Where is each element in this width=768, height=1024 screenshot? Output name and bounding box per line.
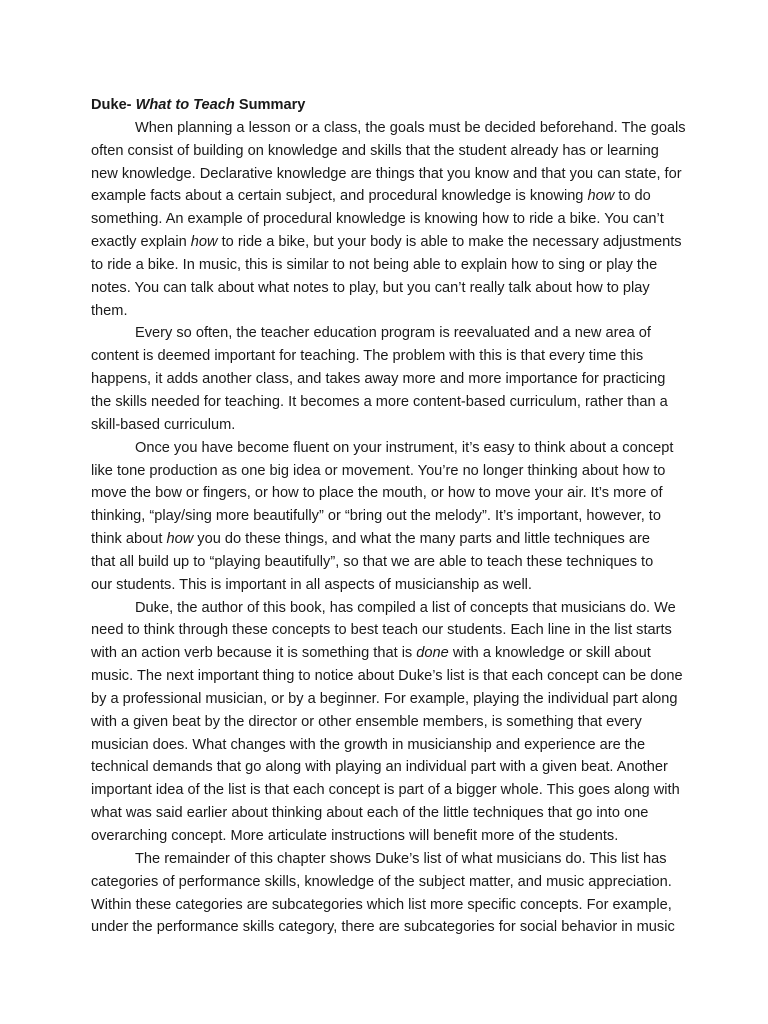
text-line xyxy=(91,322,685,345)
text-line xyxy=(91,437,685,460)
text-line xyxy=(91,460,685,483)
text-line xyxy=(91,140,685,163)
text-line xyxy=(91,345,685,368)
text-segment: think about xyxy=(91,531,167,548)
text-segment: our students. This is important in all aspects of musicianship as well. xyxy=(91,576,532,593)
text-segment: Every so often, the teacher education program is reevaluated and a new area of xyxy=(135,325,651,342)
text-line xyxy=(91,163,685,186)
text-segment: with a given beat by the director or other ensemble members, is something that every xyxy=(91,713,642,730)
text-segment: like tone production as one big idea or movement. You’re no longer thinking about how to xyxy=(91,462,666,479)
text-segment: something. An example of procedural knowledge is knowing how to ride a bike. You can’t xyxy=(91,211,664,228)
title-italic: What to Teach xyxy=(135,97,235,113)
text-line xyxy=(91,528,685,551)
text-segment: happens, it adds another class, and takes away more and more importance for practicing xyxy=(91,371,666,388)
text-line xyxy=(91,414,685,437)
text-segment: need to think through these concepts to best teach our students. Each line in the list starts xyxy=(91,622,672,639)
paragraph-5 xyxy=(91,848,685,939)
text-segment: The remainder of this chapter shows Duke’s list of what musicians do. This list has xyxy=(135,850,667,867)
text-line xyxy=(91,368,685,391)
text-line xyxy=(91,505,685,528)
text-segment: move the bow or fingers, or how to place the mouth, or how to move your air. It’s more of xyxy=(91,485,663,502)
text-line xyxy=(91,231,685,254)
text-line xyxy=(91,300,685,323)
text-line xyxy=(91,916,685,939)
title-prefix: Duke- xyxy=(91,97,136,113)
text-segment: Duke, the author of this book, has compiled a list of concepts that musicians do. We xyxy=(135,599,676,616)
text-segment: skill-based curriculum. xyxy=(91,416,236,433)
text-line xyxy=(91,117,685,140)
text-line xyxy=(91,619,685,642)
text-line xyxy=(91,208,685,231)
text-line xyxy=(91,574,685,597)
text-segment: thinking, “play/sing more beautifully” or “bring out the melody”. It’s important, however, to xyxy=(91,508,661,525)
italic-emphasis: how xyxy=(587,188,615,205)
text-line xyxy=(91,391,685,414)
document-title xyxy=(91,94,685,117)
text-segment: by a professional musician, or by a beginner. For example, playing the individual part along xyxy=(91,690,678,707)
paragraph-3 xyxy=(91,437,685,597)
text-line xyxy=(91,825,685,848)
text-segment: notes. You can talk about what notes to play, but you can’t really talk about how to play xyxy=(91,279,650,296)
text-line xyxy=(91,254,685,277)
text-line xyxy=(91,185,685,208)
text-segment: overarching concept. More articulate instructions will benefit more of the students. xyxy=(91,828,619,844)
text-segment: new knowledge. Declarative knowledge are things that you know and that you can state, for xyxy=(91,165,682,182)
text-segment: you do these things, and what the many parts and little techniques are xyxy=(193,531,650,548)
text-line xyxy=(91,597,685,620)
text-line xyxy=(91,802,685,825)
text-segment: to do xyxy=(614,188,651,205)
text-segment: what was said earlier about thinking about each of the little techniques that go into one xyxy=(91,805,649,822)
paragraph-1 xyxy=(91,117,685,323)
title-suffix: Summary xyxy=(234,97,306,113)
text-segment: When planning a lesson or a class, the goals must be decided beforehand. The goals xyxy=(135,119,686,136)
paragraph-2 xyxy=(91,322,685,436)
text-segment: Once you have become fluent on your instrument, it’s easy to think about a concept xyxy=(135,439,674,456)
text-segment: to ride a bike. In music, this is similar to not being able to explain how to sing or play the xyxy=(91,256,658,273)
text-line xyxy=(91,848,685,871)
paragraph-list xyxy=(91,117,685,939)
text-line xyxy=(91,894,685,917)
text-segment: technical demands that go along with playing an individual part with a given beat. Another xyxy=(91,759,668,776)
text-line xyxy=(91,871,685,894)
text-segment: exactly explain xyxy=(91,234,191,251)
text-line xyxy=(91,711,685,734)
text-segment: with an action verb because it is something that is xyxy=(91,645,417,662)
text-segment: important idea of the list is that each concept is part of a bigger whole. This goes along with xyxy=(91,782,680,799)
document-body xyxy=(91,94,685,939)
paragraph-4 xyxy=(91,597,685,848)
italic-emphasis: how xyxy=(190,234,218,251)
text-line xyxy=(91,277,685,300)
italic-emphasis: done xyxy=(416,645,449,662)
text-segment: to ride a bike, but your body is able to make the necessary adjustments xyxy=(217,234,682,251)
text-segment: with a knowledge or skill about xyxy=(448,645,651,662)
text-line xyxy=(91,482,685,505)
text-line xyxy=(91,551,685,574)
text-line xyxy=(91,642,685,665)
text-segment: Within these categories are subcategories which list more specific concepts. For example, xyxy=(91,896,672,913)
text-segment: that all build up to “playing beautifully”, so that we are able to teach these techniques to xyxy=(91,553,654,570)
text-segment: music. The next important thing to notice about Duke’s list is that each concept can be done xyxy=(91,668,683,685)
text-segment: categories of performance skills, knowledge of the subject matter, and music appreciation. xyxy=(91,873,672,890)
text-segment: musician does. What changes with the growth in musicianship and experience are the xyxy=(91,736,646,753)
text-segment: under the performance skills category, there are subcategories for social behavior in music xyxy=(91,919,675,936)
text-segment: example facts about a certain subject, and procedural knowledge is knowing xyxy=(91,188,588,205)
text-line xyxy=(91,756,685,779)
text-segment: often consist of building on knowledge and skills that the student already has or learning xyxy=(91,142,659,159)
italic-emphasis: how xyxy=(166,531,194,548)
text-segment: content is deemed important for teaching. The problem with this is that every time this xyxy=(91,348,644,365)
text-line xyxy=(91,734,685,757)
text-line xyxy=(91,779,685,802)
text-line xyxy=(91,688,685,711)
text-segment: them. xyxy=(91,302,128,319)
text-line xyxy=(91,665,685,688)
text-segment: the skills needed for teaching. It becomes a more content-based curriculum, rather than a xyxy=(91,393,668,410)
